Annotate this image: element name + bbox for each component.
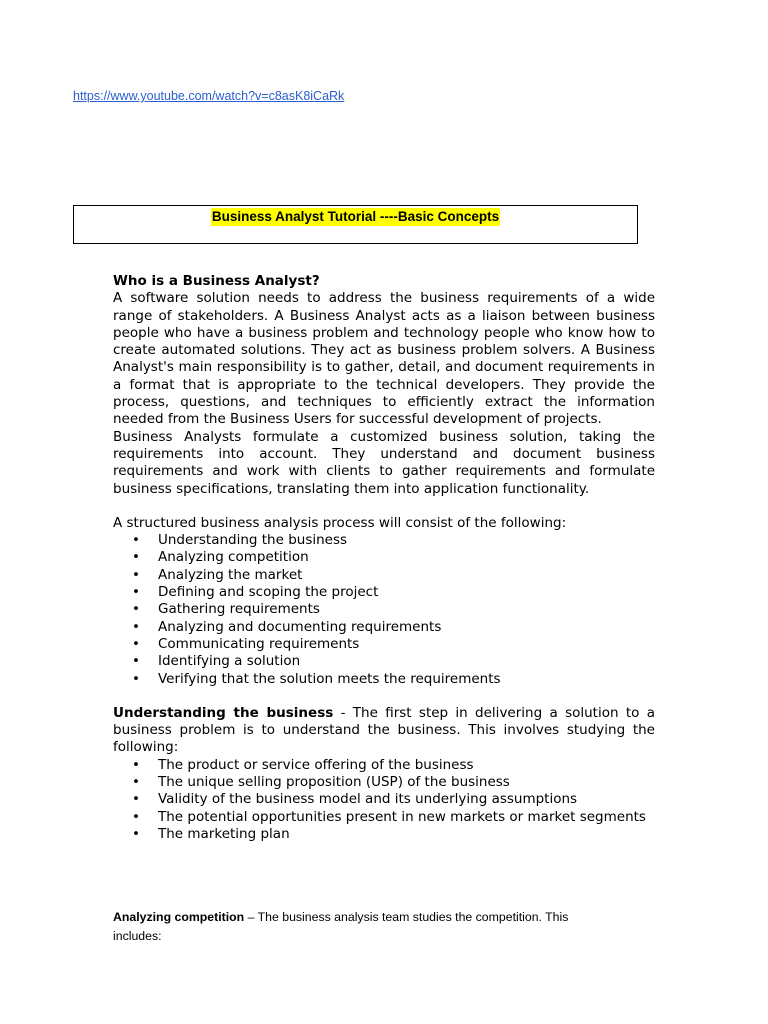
list-item: • Validity of the business model and its underlying assumptions bbox=[132, 791, 578, 808]
understanding-lead: Understanding the business bbox=[113, 704, 334, 721]
list-item: • Defining and scoping the project bbox=[132, 584, 379, 601]
competition-text: – The business analysis team studies the competition. This includes: bbox=[113, 910, 569, 944]
section-heading-who: Who is a Business Analyst? bbox=[113, 273, 320, 289]
bullet-icon: • bbox=[132, 653, 140, 670]
competition-lead: Analyzing competition bbox=[113, 910, 245, 925]
bullet-icon: • bbox=[132, 756, 140, 773]
bullet-icon: • bbox=[132, 808, 140, 825]
list-item: • Analyzing the market bbox=[132, 566, 303, 583]
list-item: • Analyzing competition bbox=[132, 549, 309, 566]
understanding-list bbox=[113, 757, 655, 843]
bullet-icon: • bbox=[132, 774, 140, 791]
bullet-icon: • bbox=[132, 618, 140, 635]
title-box bbox=[73, 205, 638, 244]
list-item: • Communicating requirements bbox=[132, 635, 360, 652]
list-item: • Verifying that the solution meets the requirements bbox=[132, 670, 501, 687]
understanding-text: - The first step in delivering a solution to a business problem is to understand the business. This involves studying the following: bbox=[113, 704, 655, 756]
document-title: Business Analyst Tutorial ----Basic Concepts bbox=[211, 209, 500, 224]
competition-paragraph bbox=[113, 908, 583, 946]
bullet-icon: • bbox=[132, 635, 140, 652]
understanding-paragraph bbox=[113, 705, 655, 757]
paragraph-who-1: A software solution needs to address the business requirements of a wide range of stakeholders. A Business Analyst acts as a liaison between business people who have a business problem and technology people who know how to create automated solutions. They act as business problem solvers. A Business Analyst's main responsibility is to gather, detail, and document requirements in a format that is appropriate to the technical developers. They provide the process, questions, and techniques to efficiently extract the information needed from the Business Users for successful development of projects. bbox=[113, 290, 655, 428]
list-item: • Understanding the business bbox=[132, 532, 348, 549]
spacer bbox=[113, 688, 655, 705]
list-item: • Analyzing and documenting requirements bbox=[132, 618, 442, 635]
list-item: • The marketing plan bbox=[132, 825, 290, 842]
process-intro: A structured business analysis process will consist of the following: bbox=[113, 514, 567, 531]
paragraph-who-2: Business Analysts formulate a customized business solution, taking the requirements into account. They understand and document business requirements and work with clients to gather requirements and formulate business specifications, translating them into application functionality. bbox=[113, 428, 655, 497]
spacer bbox=[113, 498, 655, 515]
list-item: • The product or service offering of the business bbox=[132, 756, 474, 773]
bullet-icon: • bbox=[132, 791, 140, 808]
main-content bbox=[113, 273, 655, 843]
bullet-icon: • bbox=[132, 549, 140, 566]
list-item: • Gathering requirements bbox=[132, 601, 320, 618]
bullet-icon: • bbox=[132, 532, 140, 549]
bullet-icon: • bbox=[132, 825, 140, 842]
bullet-icon: • bbox=[132, 566, 140, 583]
youtube-link[interactable]: https://www.youtube.com/watch?v=c8asK8iCaRk bbox=[73, 89, 345, 103]
list-item: • The unique selling proposition (USP) of the business bbox=[132, 774, 510, 791]
bullet-icon: • bbox=[132, 584, 140, 601]
process-list bbox=[113, 532, 655, 688]
bullet-icon: • bbox=[132, 670, 140, 687]
list-item: • The potential opportunities present in new markets or market segments bbox=[132, 808, 646, 825]
list-item: • Identifying a solution bbox=[132, 653, 301, 670]
bullet-icon: • bbox=[132, 601, 140, 618]
